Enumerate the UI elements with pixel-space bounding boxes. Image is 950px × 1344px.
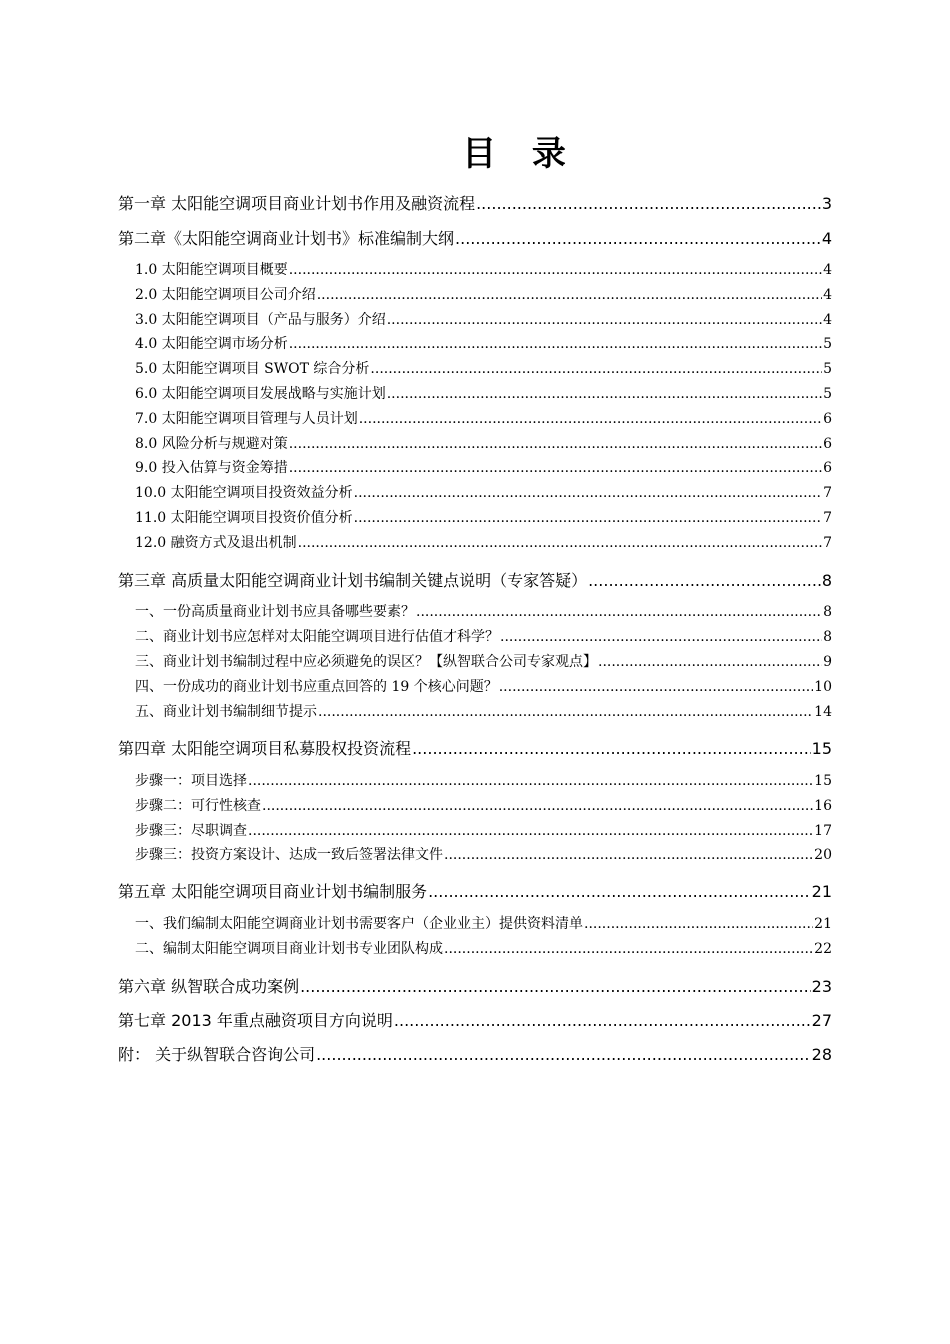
toc-dot-leader [416, 602, 822, 622]
toc-dot-leader [499, 677, 813, 697]
toc-chapter-entry[interactable] [118, 880, 832, 904]
toc-section-entry[interactable] [135, 677, 832, 697]
toc-page-number: 16 [814, 798, 832, 814]
toc-section-entry[interactable] [135, 384, 832, 404]
toc-dot-leader [598, 652, 822, 672]
toc-entry-text: 11.0 太阳能空调项目投资价值分析 [135, 510, 353, 526]
toc-page-number: 5 [823, 386, 832, 402]
toc-section-entry[interactable] [135, 821, 832, 841]
toc-title: 目 录 [462, 134, 578, 174]
toc-dot-leader [354, 483, 822, 503]
toc-entry-text: 第一章 太阳能空调项目商业计划书作用及融资流程 [118, 194, 476, 213]
toc-dot-leader [248, 771, 813, 791]
toc-entry-text: 3.0 太阳能空调项目（产品与服务）介绍 [135, 312, 386, 328]
toc-page-number: 6 [823, 436, 832, 452]
toc-section-entry[interactable] [135, 652, 832, 672]
toc-section-entry[interactable] [135, 914, 832, 934]
toc-section-entry[interactable] [135, 771, 832, 791]
toc-entry-text: 四、一份成功的商业计划书应重点回答的 19 个核心问题？ [135, 679, 498, 695]
toc-dot-leader [387, 384, 822, 404]
toc-page-number: 4 [823, 262, 832, 278]
toc-entry-text: 9.0 投入估算与资金筹措 [135, 460, 288, 476]
toc-page-number: 7 [823, 485, 832, 501]
toc-entry-text: 5.0 太阳能空调项目 SWOT 综合分析 [135, 361, 370, 377]
toc-page-number: 5 [823, 361, 832, 377]
toc-entry-text: 三、商业计划书编制过程中应必须避免的误区？【纵智联合公司专家观点】 [135, 654, 597, 670]
toc-page-number: 6 [823, 460, 832, 476]
toc-dot-leader [248, 821, 813, 841]
toc-page-number: 22 [814, 941, 832, 957]
toc-section-entry[interactable] [135, 845, 832, 865]
toc-dot-leader [300, 975, 811, 999]
toc-dot-leader [394, 1009, 811, 1033]
toc-dot-leader [500, 627, 822, 647]
toc-section-entry[interactable] [135, 409, 832, 429]
toc-page-number: 6 [823, 411, 832, 427]
toc-entry-text: 4.0 太阳能空调市场分析 [135, 336, 288, 352]
toc-page-number: 20 [814, 847, 832, 863]
toc-chapter-entry[interactable] [118, 227, 832, 251]
toc-section-entry[interactable] [135, 310, 832, 330]
toc-dot-leader [318, 702, 813, 722]
toc-chapter-entry[interactable] [118, 569, 832, 593]
toc-dot-leader [412, 737, 811, 761]
toc-section-entry[interactable] [135, 602, 832, 622]
toc-page-number: 17 [814, 823, 832, 839]
toc-entry-text: 第六章 纵智联合成功案例 [118, 977, 300, 996]
toc-entry-text: 10.0 太阳能空调项目投资效益分析 [135, 485, 353, 501]
toc-section-entry[interactable] [135, 334, 832, 354]
toc-entry-text: 8.0 风险分析与规避对策 [135, 436, 288, 452]
toc-dot-leader [476, 192, 821, 216]
toc-section-entry[interactable] [135, 359, 832, 379]
toc-dot-leader [444, 939, 813, 959]
toc-entry-text: 第七章 2013 年重点融资项目方向说明 [118, 1011, 393, 1030]
toc-dot-leader [289, 260, 822, 280]
toc-page-number: 4 [823, 287, 832, 303]
toc-dot-leader [359, 409, 822, 429]
toc-entry-text: 12.0 融资方式及退出机制 [135, 535, 297, 551]
toc-dot-leader [289, 458, 822, 478]
toc-section-entry[interactable] [135, 483, 832, 503]
toc-page-number: 4 [821, 229, 832, 248]
toc-entry-text: 二、编制太阳能空调项目商业计划书专业团队构成 [135, 941, 443, 957]
toc-page-number: 15 [814, 773, 832, 789]
toc-section-entry[interactable] [135, 285, 832, 305]
toc-chapter-entry[interactable] [118, 737, 832, 761]
toc-dot-leader [262, 796, 813, 816]
toc-page-number: 8 [823, 629, 832, 645]
toc-page-number: 8 [823, 604, 832, 620]
toc-entry-text: 7.0 太阳能空调项目管理与人员计划 [135, 411, 358, 427]
toc-entry-text: 步骤一：项目选择 [135, 773, 247, 789]
toc-dot-leader [354, 508, 822, 528]
toc-section-entry[interactable] [135, 939, 832, 959]
toc-dot-leader [584, 914, 813, 934]
toc-entry-text: 2.0 太阳能空调项目公司介绍 [135, 287, 316, 303]
toc-dot-leader [317, 285, 822, 305]
toc-dot-leader [387, 310, 822, 330]
toc-page-number: 7 [823, 510, 832, 526]
toc-page-number: 23 [811, 977, 832, 996]
toc-section-entry[interactable] [135, 533, 832, 553]
toc-page-number: 27 [811, 1011, 832, 1030]
toc-entry-text: 五、商业计划书编制细节提示 [135, 704, 317, 720]
toc-entry-text: 第二章《太阳能空调商业计划书》标准编制大纲 [118, 229, 455, 248]
toc-page-number: 7 [823, 535, 832, 551]
toc-entry-text: 第四章 太阳能空调项目私募股权投资流程 [118, 739, 412, 758]
toc-entry-text: 附： 关于纵智联合咨询公司 [118, 1045, 316, 1064]
toc-dot-leader [289, 434, 822, 454]
toc-section-entry[interactable] [135, 796, 832, 816]
toc-section-entry[interactable] [135, 627, 832, 647]
toc-entry-text: 一、我们编制太阳能空调商业计划书需要客户（企业业主）提供资料清单 [135, 916, 583, 932]
toc-chapter-entry[interactable] [118, 1043, 832, 1067]
toc-page-number: 10 [814, 679, 832, 695]
toc-section-entry[interactable] [135, 260, 832, 280]
toc-page-number: 8 [821, 571, 832, 590]
toc-entry-text: 第三章 高质量太阳能空调商业计划书编制关键点说明（专家答疑） [118, 571, 588, 590]
toc-section-entry[interactable] [135, 458, 832, 478]
toc-page-number: 9 [823, 654, 832, 670]
toc-dot-leader [455, 227, 821, 251]
toc-dot-leader [588, 569, 821, 593]
toc-dot-leader [444, 845, 813, 865]
toc-entry-text: 一、一份高质量商业计划书应具备哪些要素？ [135, 604, 415, 620]
toc-page-number: 5 [823, 336, 832, 352]
toc-page-number: 14 [814, 704, 832, 720]
toc-dot-leader [370, 359, 822, 379]
toc-section-entry[interactable] [135, 508, 832, 528]
toc-section-entry[interactable] [135, 702, 832, 722]
toc-chapter-entry[interactable] [118, 975, 832, 999]
toc-page-number: 21 [811, 882, 832, 901]
toc-page-number: 15 [811, 739, 832, 758]
toc-section-entry[interactable] [135, 434, 832, 454]
toc-page-number: 3 [821, 194, 832, 213]
toc-page-number: 28 [811, 1045, 832, 1064]
toc-chapter-entry[interactable] [118, 192, 832, 216]
toc-dot-leader [298, 533, 822, 553]
toc-dot-leader [428, 880, 811, 904]
toc-chapter-entry[interactable] [118, 1009, 832, 1033]
toc-entry-text: 6.0 太阳能空调项目发展战略与实施计划 [135, 386, 386, 402]
toc-entry-text: 二、商业计划书应怎样对太阳能空调项目进行估值才科学？ [135, 629, 499, 645]
toc-entry-text: 步骤三：尽职调查 [135, 823, 247, 839]
toc-dot-leader [316, 1043, 811, 1067]
toc-dot-leader [289, 334, 822, 354]
toc-entry-text: 步骤二：可行性核查 [135, 798, 261, 814]
toc-entry-text: 1.0 太阳能空调项目概要 [135, 262, 288, 278]
toc-entry-text: 第五章 太阳能空调项目商业计划书编制服务 [118, 882, 428, 901]
toc-entry-text: 步骤三：投资方案设计、达成一致后签署法律文件 [135, 847, 443, 863]
toc-page-number: 21 [814, 916, 832, 932]
toc-page-number: 4 [823, 312, 832, 328]
